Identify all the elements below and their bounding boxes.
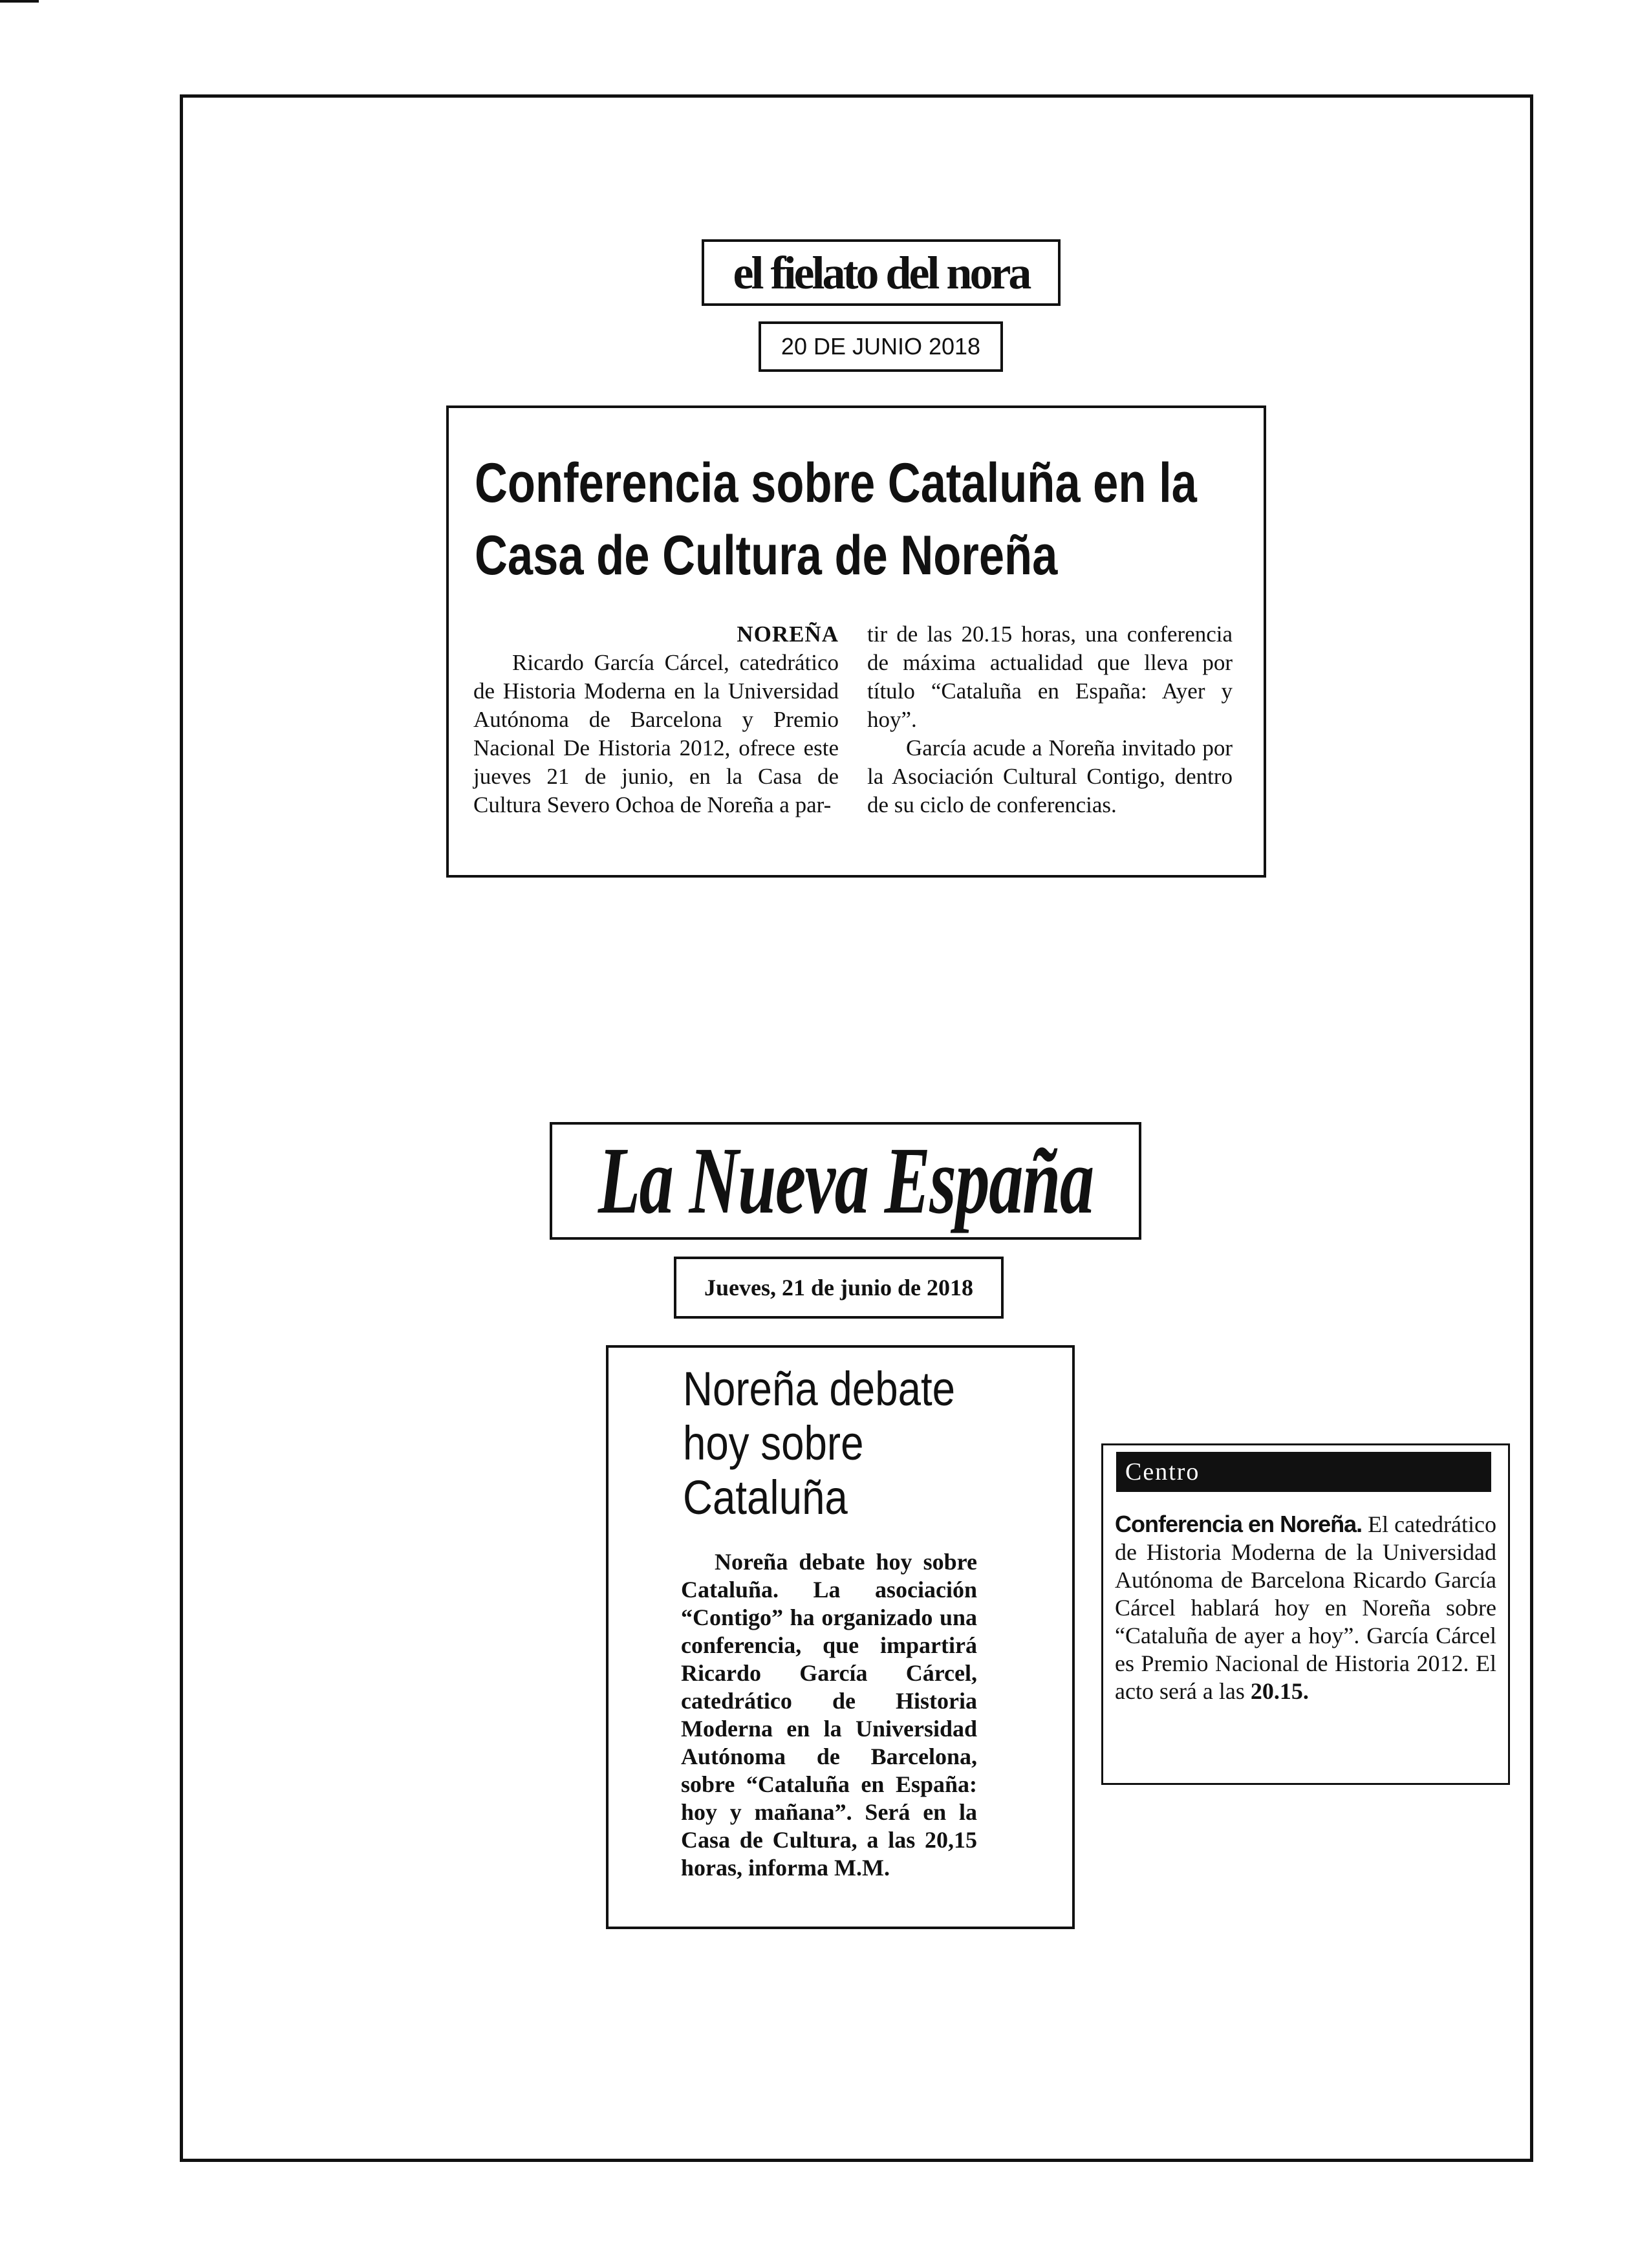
date-text: 20 DE JUNIO 2018 xyxy=(781,333,981,360)
sidebar-text: El catedrático de Historia Moderna de la Universidad Autónoma de Barcelona Ricardo García Cárcel hablará hoy en Noreña sobre “Cataluña de ayer a hoy”. García Cárcel es Premio Nacional de Historia 2012. El acto será a las xyxy=(1115,1511,1496,1704)
article-conferencia-sobre-cataluna xyxy=(446,405,1266,878)
date-text: Jueves, 21 de junio de 2018 xyxy=(704,1275,974,1301)
article-norena-debate xyxy=(606,1345,1075,1929)
masthead-la-nueva-espana xyxy=(550,1122,1141,1240)
sidebar-paragraph xyxy=(1115,1510,1496,1705)
article-paragraph-continued: tir de las 20.15 horas, una conferencia de máxima actualidad que lleva por título “Cataluña en España: Ayer y hoy”. xyxy=(867,621,1233,732)
sidebar-time: 20.15. xyxy=(1250,1678,1309,1704)
headline-line-1: Noreña debate xyxy=(683,1362,956,1416)
article-paragraph: García acude a Noreña invitado por la Asociación Cultural Contigo, dentro de su ciclo de conferencias. xyxy=(867,735,1233,817)
article-body xyxy=(681,1548,977,1882)
article-column-1 xyxy=(473,620,839,819)
top-edge-mark xyxy=(0,0,39,3)
frame-top-line xyxy=(180,94,1533,98)
frame-left-line xyxy=(180,94,183,2162)
sidebar-body xyxy=(1115,1510,1496,1705)
article-paragraph: Noreña debate hoy sobre Cataluña. La asociación “Contigo” ha organizado una conferencia, que impartirá Ricardo García Cárcel, catedrático de Historia Moderna en la Universidad Autónoma de Barcelona, sobre “Cataluña en España: hoy y mañana”. Será en la Casa de Cultura, a las 20,15 horas, informa M.M. xyxy=(681,1549,977,1881)
clipping-date-1 xyxy=(759,321,1003,372)
sidebar-centro xyxy=(1101,1443,1510,1785)
headline-line-2: hoy sobre xyxy=(683,1416,864,1470)
frame-bottom-line xyxy=(180,2159,1533,2162)
sidebar-lead: Conferencia en Noreña. xyxy=(1115,1511,1363,1537)
byline-location: NOREÑA xyxy=(737,621,839,647)
sidebar-heading: Centro xyxy=(1116,1452,1491,1492)
headline-line-3: Cataluña xyxy=(683,1471,848,1524)
frame-right-line xyxy=(1530,94,1533,2162)
clipping-date-2 xyxy=(674,1257,1004,1319)
article-headline xyxy=(475,447,1197,592)
masthead-logo-text: La Nueva España xyxy=(598,1128,1094,1234)
masthead-logo-text: el fielato del nora xyxy=(733,246,1029,299)
article-headline xyxy=(683,1362,972,1525)
article-column-2 xyxy=(867,620,1233,819)
headline-line-2: Casa de Cultura de Noreña xyxy=(475,524,1058,587)
article-paragraph: Ricardo García Cárcel, catedrático de Historia Moderna en la Universidad Autónoma de Barcelona y Premio Nacional De Historia 2012, ofrece este jueves 21 de junio, en la Casa de Cultura Severo Ochoa de Noreña a par- xyxy=(473,650,839,817)
masthead-el-fielato-del-nora xyxy=(702,239,1061,306)
headline-line-1: Conferencia sobre Cataluña en la xyxy=(475,452,1197,514)
